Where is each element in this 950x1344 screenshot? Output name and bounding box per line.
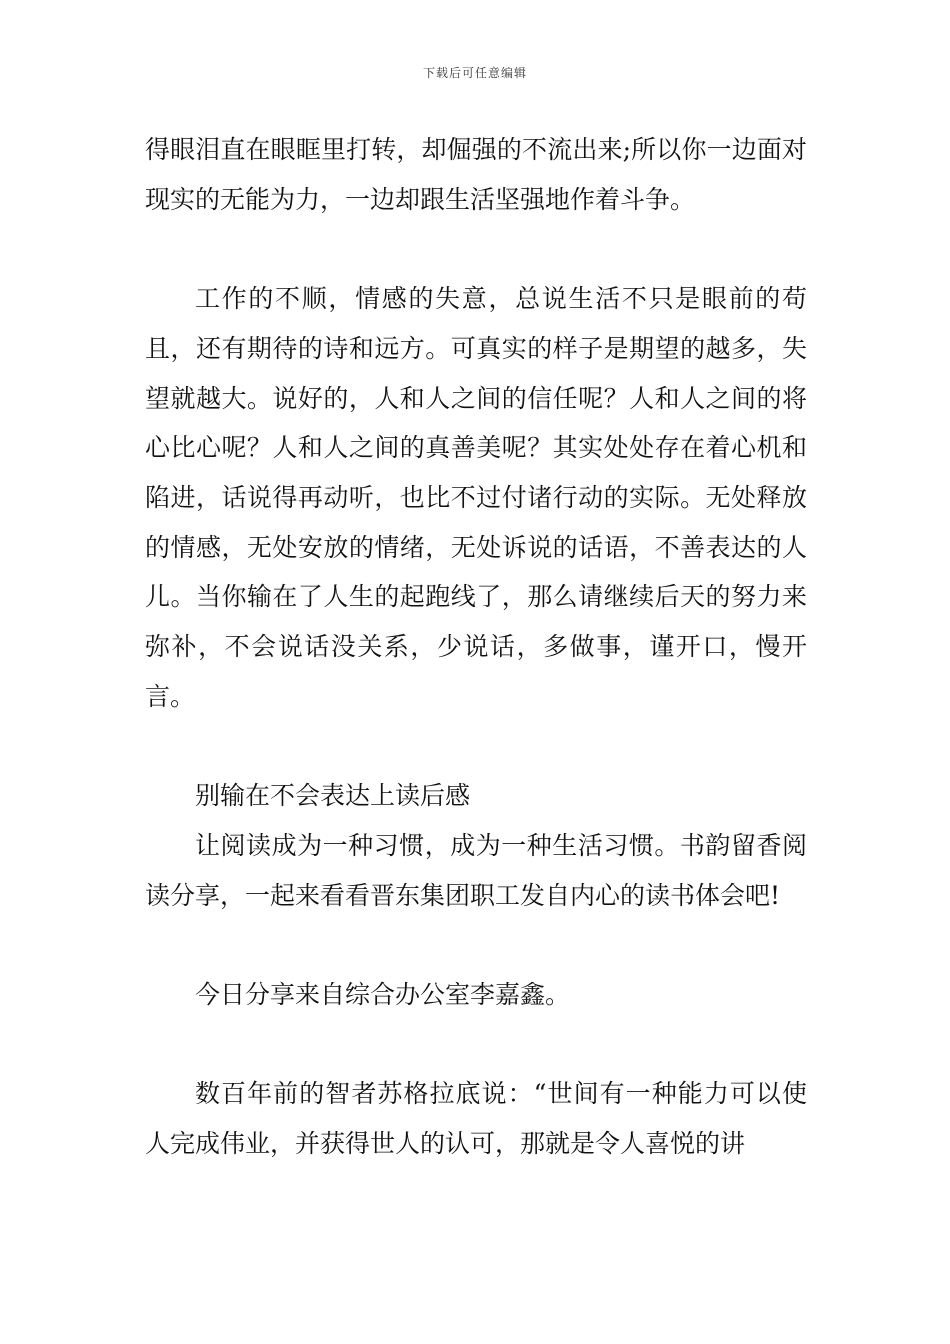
paragraph-gap — [145, 1020, 807, 1070]
paragraph-2: 工作的不顺，情感的失意，总说生活不只是眼前的苟且，还有期待的诗和远方。可真实的样子是期望的越多，失望就越大。说好的，人和人之间的信任呢？人和人之间的将心比心呢？人和人之间的真善美呢？其实处处存在着心机和陷进，话说得再动听，也比不过付诸行动的实际。无处释放的情感，无处安放的情绪，无处诉说的话语，不善表达的人儿。当你输在了人生的起跑线了，那么请继续后天的努力来弥补，不会说话没关系，少说话，多做事，谨开口，慢开言。 — [145, 284, 807, 711]
paragraph-4: 今日分享来自综合办公室李嘉鑫。 — [195, 979, 571, 1009]
paragraph-1: 得眼泪直在眼眶里打转，却倔强的不流出来;所以你一边面对现实的无能为力，一边却跟生活坚强地作着斗争。 — [145, 135, 807, 214]
paragraph-gap — [145, 920, 807, 970]
section-title: 别输在不会表达上读后感 — [195, 781, 471, 811]
paragraph-gap — [145, 224, 807, 274]
paragraph-3: 让阅读成为一种习惯，成为一种生活习惯。书韵留香阅读分享，一起来看看晋东集团职工发自内心的读书体会吧! — [145, 830, 807, 910]
paragraph-5: 数百年前的智者苏格拉底说：“世间有一种能力可以使人完成伟业，并获得世人的认可，那就是令人喜悦的讲 — [145, 1079, 807, 1158]
document-body — [145, 125, 807, 1169]
paragraph-gap — [145, 721, 807, 771]
page-header-note: 下载后可任意编辑 — [422, 66, 527, 80]
